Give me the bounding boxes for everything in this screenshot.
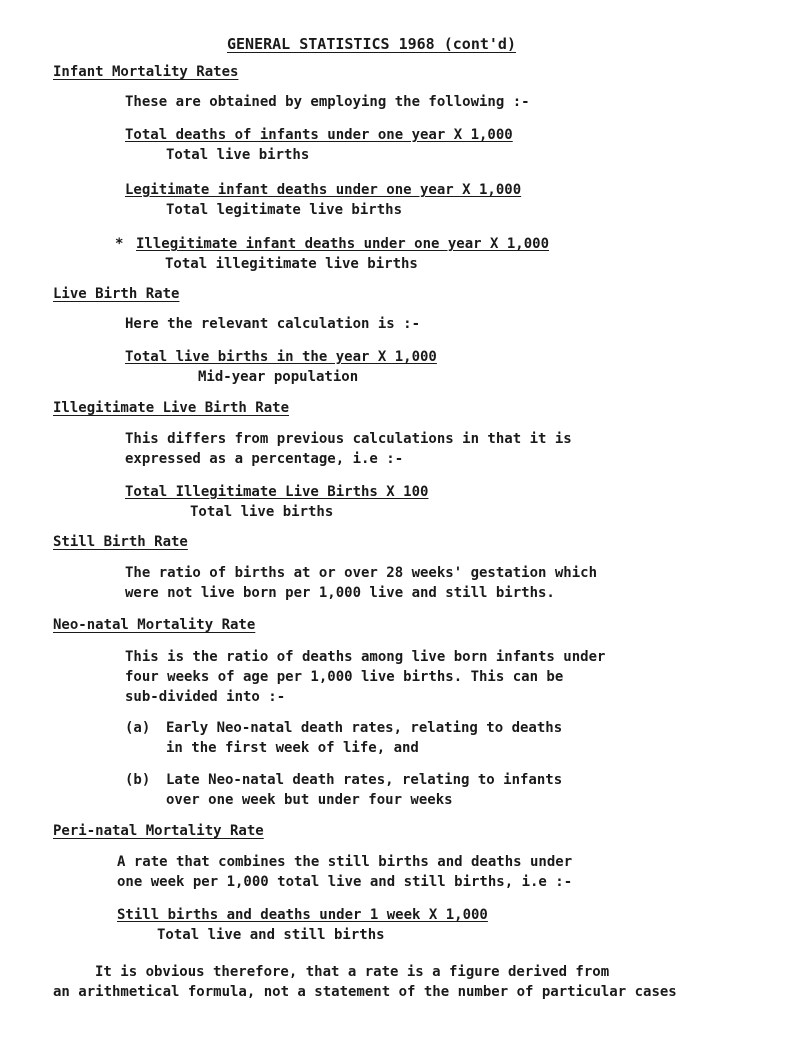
live-birth-intro: Here the relevant calculation is :- bbox=[125, 316, 421, 332]
formula-infant-illegit-numerator: Illegitimate infant deaths under one year X 1,000 bbox=[136, 236, 550, 252]
section-heading-still-birth-rate: Still Birth Rate bbox=[53, 534, 188, 550]
section-heading-illegitimate-live-birth-rate: Illegitimate Live Birth Rate bbox=[53, 400, 290, 416]
formula-infant-illegit-denominator: Total illegitimate live births bbox=[165, 256, 418, 272]
formula-illegitimate-denominator: Total live births bbox=[190, 504, 334, 520]
list-item-b-line1: Late Neo-natal death rates, relating to infants bbox=[166, 772, 563, 788]
infant-intro: These are obtained by employing the following :- bbox=[125, 94, 530, 110]
neonatal-text-line2: four weeks of age per 1,000 live births. This can be bbox=[125, 669, 564, 685]
section-heading-perinatal-mortality-rate: Peri-natal Mortality Rate bbox=[53, 823, 264, 839]
list-item-a-line2: in the first week of life, and bbox=[166, 740, 419, 756]
section-heading-neonatal-mortality-rate: Neo-natal Mortality Rate bbox=[53, 617, 256, 633]
still-birth-text-line1: The ratio of births at or over 28 weeks' gestation which bbox=[125, 565, 598, 581]
formula-live-birth-numerator: Total live births in the year X 1,000 bbox=[125, 349, 437, 365]
formula-live-birth-denominator: Mid-year population bbox=[198, 369, 359, 385]
formula-perinatal-denominator: Total live and still births bbox=[157, 927, 385, 943]
formula-infant-total-numerator: Total deaths of infants under one year X 1,000 bbox=[125, 127, 513, 143]
closing-paragraph-line1: It is obvious therefore, that a rate is a figure derived from bbox=[95, 964, 610, 980]
section-heading-live-birth-rate: Live Birth Rate bbox=[53, 286, 180, 302]
list-item-label-b: (b) bbox=[125, 772, 151, 788]
neonatal-text-line1: This is the ratio of deaths among live born infants under bbox=[125, 649, 606, 665]
closing-paragraph-line2: an arithmetical formula, not a statement of the number of particular cases bbox=[53, 984, 677, 1000]
formula-perinatal-numerator: Still births and deaths under 1 week X 1,000 bbox=[117, 907, 488, 923]
illegitimate-text-line1: This differs from previous calculations in that it is bbox=[125, 431, 572, 447]
formula-illegitimate-numerator: Total Illegitimate Live Births X 100 bbox=[125, 484, 429, 500]
perinatal-text-line1: A rate that combines the still births and deaths under bbox=[117, 854, 573, 870]
list-item-a-line1: Early Neo-natal death rates, relating to deaths bbox=[166, 720, 563, 736]
neonatal-text-line3: sub-divided into :- bbox=[125, 689, 286, 705]
formula-infant-total-denominator: Total live births bbox=[166, 147, 310, 163]
list-item-label-a: (a) bbox=[125, 720, 151, 736]
section-heading-infant-mortality: Infant Mortality Rates bbox=[53, 64, 239, 80]
list-item-b-line2: over one week but under four weeks bbox=[166, 792, 453, 808]
formula-infant-legit-numerator: Legitimate infant deaths under one year X 1,000 bbox=[125, 182, 522, 198]
perinatal-text-line2: one week per 1,000 total live and still births, i.e :- bbox=[117, 874, 573, 890]
page-header: GENERAL STATISTICS 1968 (cont'd) bbox=[227, 35, 516, 53]
still-birth-text-line2: were not live born per 1,000 live and still births. bbox=[125, 585, 555, 601]
asterisk-marker: * bbox=[115, 236, 124, 252]
formula-infant-legit-denominator: Total legitimate live births bbox=[166, 202, 403, 218]
illegitimate-text-line2: expressed as a percentage, i.e :- bbox=[125, 451, 404, 467]
